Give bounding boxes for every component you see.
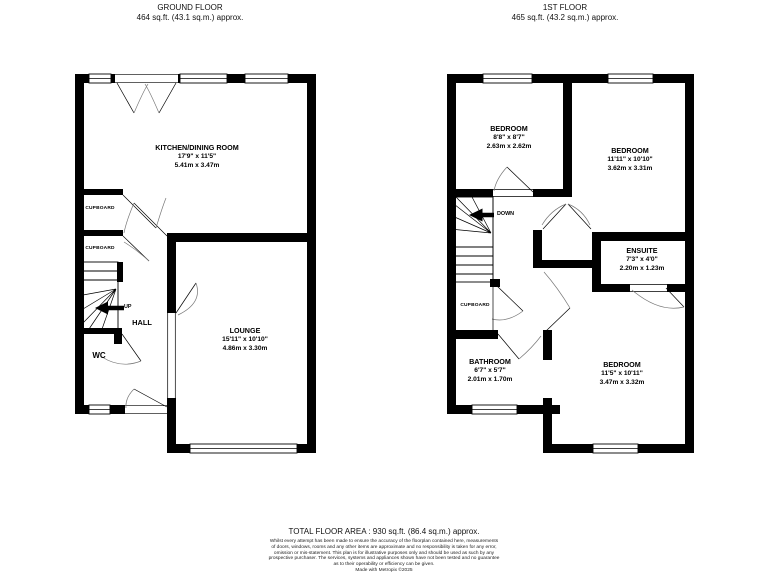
room-dims-metric: 3.47m x 3.32m [599, 379, 645, 386]
room-dims-metric: 5.41m x 3.47m [174, 162, 220, 169]
window-icon [190, 444, 297, 453]
first-floor-title [512, 3, 619, 22]
room-dims-metric: 2.63m x 2.62m [486, 143, 532, 150]
ensuite-label [620, 246, 665, 273]
room-dims-imperial: 7'3" x 4'0" [626, 256, 658, 263]
ff-cupboard-label: CUPBOARD [460, 303, 490, 308]
room-name: BEDROOM [611, 146, 649, 155]
window-icon [483, 74, 532, 83]
room-dims-imperial: 11'11" x 10'10" [607, 156, 653, 163]
ground-floor-title-text: GROUND FLOOR [157, 3, 223, 12]
gf-cupboard1-label: CUPBOARD [85, 206, 115, 211]
bathroom-label [468, 357, 513, 384]
bedroom2-label [607, 146, 652, 173]
ground-floor-area-text: 464 sq.ft. (43.1 sq.m.) approx. [136, 12, 244, 22]
lounge-label [222, 326, 268, 353]
gf-door-arcs [102, 83, 198, 408]
credit-line: Made with Metropix ©2025 [355, 567, 413, 573]
room-name: BATHROOM [469, 357, 511, 366]
gf-cupboard2-label: CUPBOARD [85, 246, 115, 251]
disclaimer-line: as to their operability or efficiency can be given. [333, 562, 435, 568]
room-name: LOUNGE [229, 326, 261, 335]
bedroom3-label [600, 360, 645, 387]
room-dims-metric: 4.86m x 3.30m [222, 345, 268, 352]
ground-floor-title [137, 3, 244, 22]
room-name: BEDROOM [603, 360, 641, 369]
window-icon [89, 405, 110, 414]
disclaimer-line: prospective purchaser. The services, systems and appliances shown have not been tested and no guarantee [268, 556, 500, 562]
hall-label: HALL [132, 318, 152, 327]
room-name: KITCHEN/DINING ROOM [155, 143, 239, 152]
window-icon [472, 405, 517, 414]
ground-floor-plan [75, 74, 316, 453]
window-icon [89, 74, 111, 83]
room-dims-metric: 3.62m x 3.31m [607, 165, 653, 172]
bedroom1-label [487, 124, 532, 151]
disclaimer-line: of doors, windows, rooms and any other items are approximate and no responsibility is taken for any error, [271, 544, 497, 550]
room-dims-metric: 2.01m x 1.70m [467, 376, 513, 383]
disclaimer [269, 539, 500, 574]
disclaimer-line: omission or mis-statement. This plan is for illustrative purposes only and should be used as such by any [273, 550, 495, 556]
room-name: BEDROOM [490, 124, 528, 133]
total-floor-area: TOTAL FLOOR AREA : 930 sq.ft. (86.4 sq.m.) approx. [288, 527, 480, 536]
down-arrow-icon [469, 209, 494, 222]
ff-stairs [450, 197, 494, 330]
gf-stairs [83, 262, 124, 332]
window-icon [608, 74, 653, 83]
wc-label: WC [92, 351, 106, 360]
first-floor-title-text: 1ST FLOOR [542, 3, 588, 12]
disclaimer-line: Whilst every attempt has been made to ensure the accuracy of the floorplan contained here, measurements [269, 539, 499, 544]
room-dims-imperial: 15'11" x 10'10" [222, 336, 268, 343]
window-icon [593, 444, 638, 453]
gf-walls [75, 74, 316, 453]
down-label: DOWN [497, 211, 515, 217]
first-floor-area-text: 465 sq.ft. (43.2 sq.m.) approx. [511, 12, 619, 22]
room-dims-imperial: 11'5" x 10'11" [601, 370, 643, 377]
room-name: ENSUITE [626, 246, 658, 255]
room-dims-imperial: 6'7" x 5'7" [474, 367, 506, 374]
room-dims-imperial: 8'8" x 8'7" [493, 134, 525, 141]
window-icon [245, 74, 288, 83]
room-dims-metric: 2.20m x 1.23m [619, 265, 665, 272]
room-dims-imperial: 17'9" x 11'5" [177, 153, 217, 160]
up-arrow-icon [95, 302, 124, 315]
window-icon [180, 74, 227, 83]
kitchen-label [155, 143, 238, 170]
up-label: UP [124, 304, 132, 310]
